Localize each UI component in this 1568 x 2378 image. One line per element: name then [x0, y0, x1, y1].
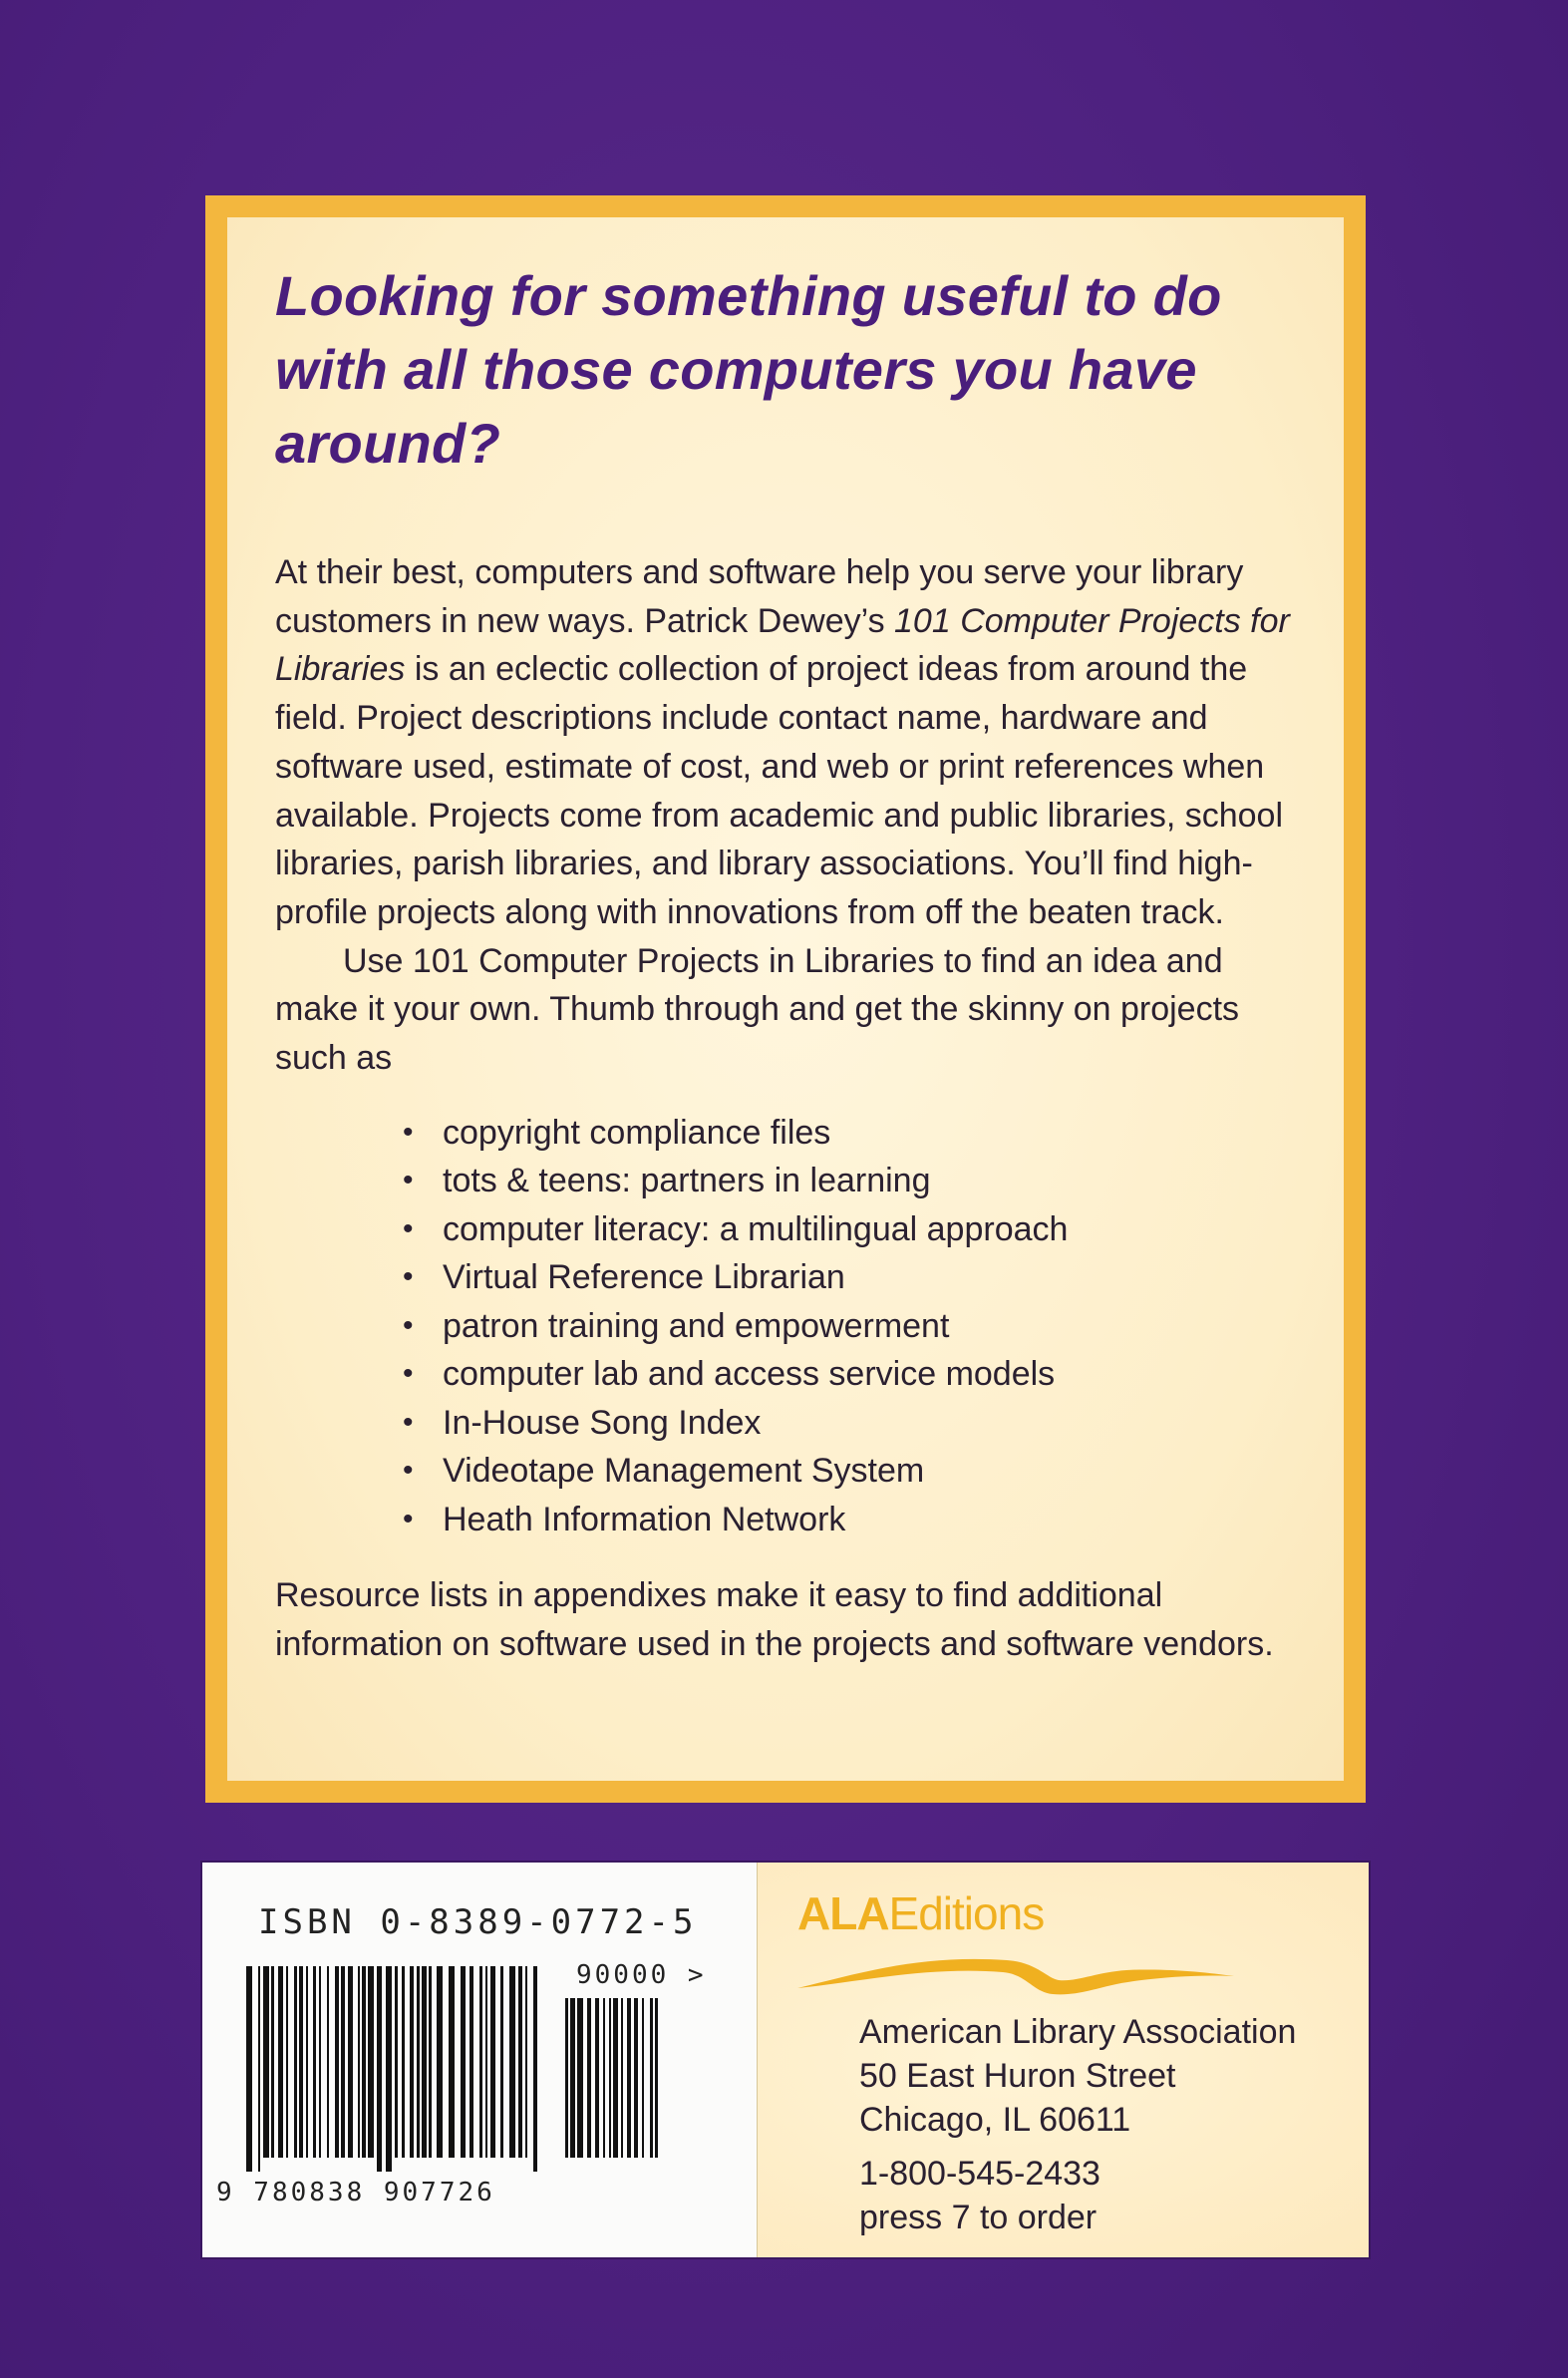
price-code: 90000 >: [576, 1960, 707, 1990]
barcode-bar: [377, 1966, 382, 2172]
barcode-bar: [570, 1998, 575, 2158]
barcode-bar: [621, 1998, 623, 2158]
barcode-bar: [485, 1966, 487, 2158]
barcode-bar: [595, 1998, 599, 2158]
barcode-bar: [286, 1966, 288, 2158]
bottom-info-box: [200, 1861, 1371, 2259]
barcode-bar: [417, 1966, 420, 2158]
barcode-bar: [655, 1998, 658, 2158]
barcode-bar: [335, 1966, 339, 2158]
description-panel-inner: [227, 217, 1344, 1781]
barcode-bar: [518, 1966, 522, 2158]
barcode-bar: [613, 1998, 618, 2158]
barcode-bar: [490, 1966, 495, 2158]
logo-ala-text: ALA: [797, 1887, 889, 1939]
barcode-bar: [327, 1966, 329, 2158]
publisher-name: American Library Association: [859, 2013, 1297, 2051]
barcode-bar: [577, 1998, 583, 2158]
barcode-bar: [422, 1966, 427, 2158]
barcode-bar: [263, 1966, 269, 2158]
isbn-label: ISBN 0-8389-0772-5: [258, 1902, 698, 1942]
ean-digits: 9 780838 907726: [216, 2178, 495, 2208]
barcode-bar: [341, 1966, 345, 2158]
logo-editions-text: Editions: [888, 1887, 1045, 1939]
intro-paragraph: [275, 548, 1298, 937]
barcode-bar: [565, 1998, 568, 2158]
addon-barcode: [565, 1998, 675, 2172]
list-item: • computer literacy: a multilingual approach: [403, 1205, 1298, 1254]
barcode-bar: [500, 1966, 503, 2158]
barcode-bar: [479, 1966, 482, 2158]
headline: Looking for something useful to do with all those computers you have around?: [275, 264, 1222, 475]
list-item: • Virtual Reference Librarian: [403, 1253, 1298, 1302]
description-panel: [205, 195, 1366, 1803]
barcode-bar: [395, 1966, 398, 2158]
barcode-bar: [299, 1966, 303, 2158]
closing-paragraph: Resource lists in appendixes make it easy to find additional information on software used in the projects and software vendors.: [275, 1576, 1274, 1663]
barcode-area: [202, 1863, 757, 2257]
swoosh-icon: [797, 1944, 1236, 2000]
barcode-bar: [358, 1966, 360, 2158]
barcode-bar: [362, 1966, 366, 2158]
publisher-area: [757, 1863, 1369, 2257]
barcode-bar: [449, 1966, 455, 2158]
barcode-bar: [294, 1966, 297, 2158]
order-note: press 7 to order: [859, 2199, 1098, 2236]
usage-paragraph: Use 101 Computer Projects in Libraries to find an idea and make it your own. Thumb through and get the skinny on projects such as: [275, 941, 1240, 1078]
ala-editions-logo: [797, 1886, 1044, 1940]
barcode-bar: [634, 1998, 638, 2158]
barcode-bar: [368, 1966, 374, 2158]
description-body: [275, 548, 1298, 1083]
barcode-bar: [348, 1966, 353, 2158]
publisher-street: 50 East Huron Street: [859, 2057, 1176, 2095]
barcode-bar: [587, 1998, 591, 2158]
barcode-bar: [642, 1998, 644, 2158]
barcode-bar: [306, 1966, 308, 2158]
barcode-bar: [278, 1966, 283, 2158]
list-item: • patron training and empowerment: [403, 1302, 1298, 1351]
barcode-bar: [402, 1966, 405, 2158]
barcode-bar: [313, 1966, 316, 2158]
barcode-bar: [603, 1998, 605, 2158]
barcode-bar: [319, 1966, 321, 2158]
publisher-phone: 1-800-545-2433: [859, 2155, 1100, 2193]
project-list: [275, 1109, 1298, 1544]
list-item: • copyright compliance files: [403, 1109, 1298, 1158]
barcode-bar: [509, 1966, 515, 2158]
ean-barcode: [246, 1966, 545, 2172]
intro-lead: At their best, computers and software help you serve your library customers in new ways. Patrick Dewey’s: [275, 553, 1244, 640]
list-item: • Videotape Management System: [403, 1447, 1298, 1496]
list-item: • In-House Song Index: [403, 1399, 1298, 1448]
barcode-bar: [437, 1966, 443, 2158]
barcode-bar: [271, 1966, 274, 2158]
publisher-address: [859, 2010, 1296, 2239]
list-item: • Heath Information Network: [403, 1496, 1298, 1544]
barcode-bar: [609, 1998, 611, 2158]
closing-block: [275, 1571, 1298, 1668]
barcode-bar: [650, 1998, 653, 2158]
barcode-bar: [627, 1998, 631, 2158]
intro-rest: is an eclectic collection of project ideas from around the field. Project descriptions include contact name, hardware and software used, estimate of cost, and web or print references when available. Projects come from academic and public libraries, school libraries, parish libraries, and library associations. You’ll find high-profile projects along with innovations from off the beaten track.: [275, 650, 1284, 931]
book-title: 101 Computer Projects for Libraries: [275, 601, 1290, 689]
barcode-bar: [258, 1966, 260, 2172]
barcode-bar: [461, 1966, 466, 2158]
barcode-bar: [525, 1966, 527, 2158]
list-item: • computer lab and access service models: [403, 1350, 1298, 1399]
list-item: • tots & teens: partners in learning: [403, 1157, 1298, 1205]
barcode-bar: [470, 1966, 473, 2158]
barcode-bar: [246, 1966, 252, 2172]
barcode-bar: [410, 1966, 414, 2158]
barcode-bar: [386, 1966, 392, 2172]
barcode-bar: [533, 1966, 537, 2172]
publisher-city: Chicago, IL 60611: [859, 2101, 1131, 2139]
barcode-bar: [429, 1966, 432, 2158]
